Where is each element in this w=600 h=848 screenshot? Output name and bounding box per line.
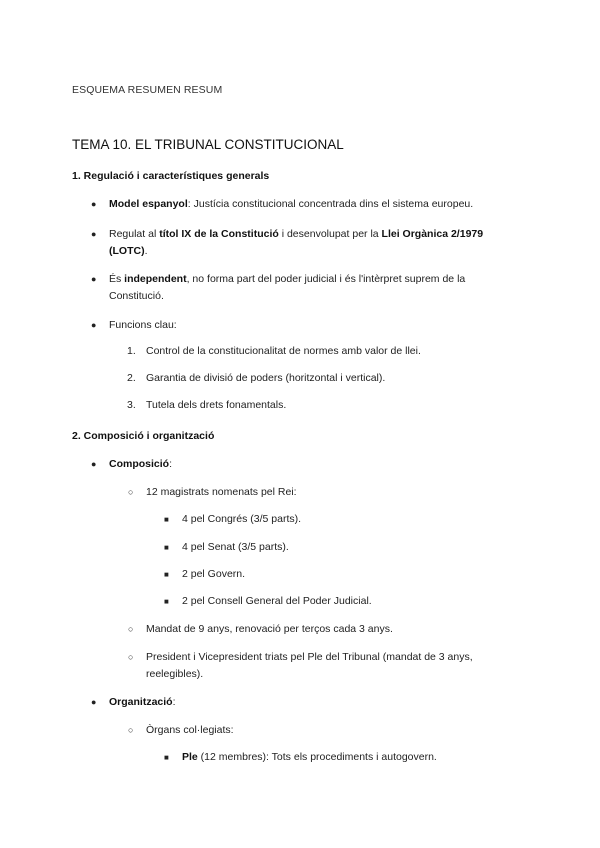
bullet-disc-icon: ●	[91, 697, 97, 707]
list-item: Regulat al títol IX de la Constitució i desenvolupat per la Llei Orgànica 2/1979	[109, 228, 484, 240]
bullet-circle-icon: ○	[128, 652, 134, 662]
section-heading-1: 1. Regulació i característiques generals	[72, 170, 270, 182]
document-header: ESQUEMA RESUMEN RESUM	[72, 84, 223, 96]
list-item: 4 pel Senat (3/5 parts).	[182, 541, 289, 553]
list-item: Ple (12 membres): Tots els procediments i autogovern.	[182, 751, 437, 763]
list-item-continuation: reelegibles).	[146, 668, 204, 680]
numbered-item: Garantia de divisió de poders (horitzontal i vertical).	[146, 372, 386, 384]
section-heading-2: 2. Composició i organització	[72, 430, 215, 442]
page-title: TEMA 10. EL TRIBUNAL CONSTITUCIONAL	[72, 137, 344, 152]
list-item: President i Vicepresident triats pel Ple del Tribunal (mandat de 3 anys,	[146, 651, 473, 663]
numbered-item: Tutela dels drets fonamentals.	[146, 399, 287, 411]
list-item-continuation: Constitució.	[109, 290, 164, 302]
list-item: Model espanyol: Justícia constitucional concentrada dins el sistema europeu.	[109, 198, 474, 210]
bullet-disc-icon: ●	[91, 229, 97, 239]
bullet-disc-icon: ●	[91, 320, 97, 330]
bullet-square-icon: ■	[164, 543, 169, 552]
numbered-item-number: 3.	[127, 399, 136, 411]
bullet-square-icon: ■	[164, 597, 169, 606]
numbered-item: Control de la constitucionalitat de normes amb valor de llei.	[146, 345, 421, 357]
list-item: És independent, no forma part del poder judicial i és l'intèrpret suprem de la	[109, 273, 466, 285]
bullet-square-icon: ■	[164, 515, 169, 524]
numbered-item-number: 1.	[127, 345, 136, 357]
numbered-item-number: 2.	[127, 372, 136, 384]
list-item: Organització:	[109, 696, 176, 708]
list-item: 2 pel Govern.	[182, 568, 246, 580]
list-item: 12 magistrats nomenats pel Rei:	[146, 486, 297, 498]
bullet-circle-icon: ○	[128, 725, 134, 735]
list-item: Composició:	[109, 458, 173, 470]
bullet-circle-icon: ○	[128, 624, 134, 634]
bullet-disc-icon: ●	[91, 459, 97, 469]
bullet-disc-icon: ●	[91, 274, 97, 284]
list-item: 4 pel Congrés (3/5 parts).	[182, 513, 302, 525]
list-item: Funcions clau:	[109, 319, 177, 331]
list-item: Mandat de 9 anys, renovació per terços cada 3 anys.	[146, 623, 393, 635]
bullet-square-icon: ■	[164, 753, 169, 762]
list-item: 2 pel Consell General del Poder Judicial.	[182, 595, 372, 607]
bullet-square-icon: ■	[164, 570, 169, 579]
bullet-circle-icon: ○	[128, 487, 134, 497]
list-item: Òrgans col·legiats:	[146, 724, 234, 736]
list-item-continuation: (LOTC).	[109, 245, 148, 257]
bullet-disc-icon: ●	[91, 199, 97, 209]
